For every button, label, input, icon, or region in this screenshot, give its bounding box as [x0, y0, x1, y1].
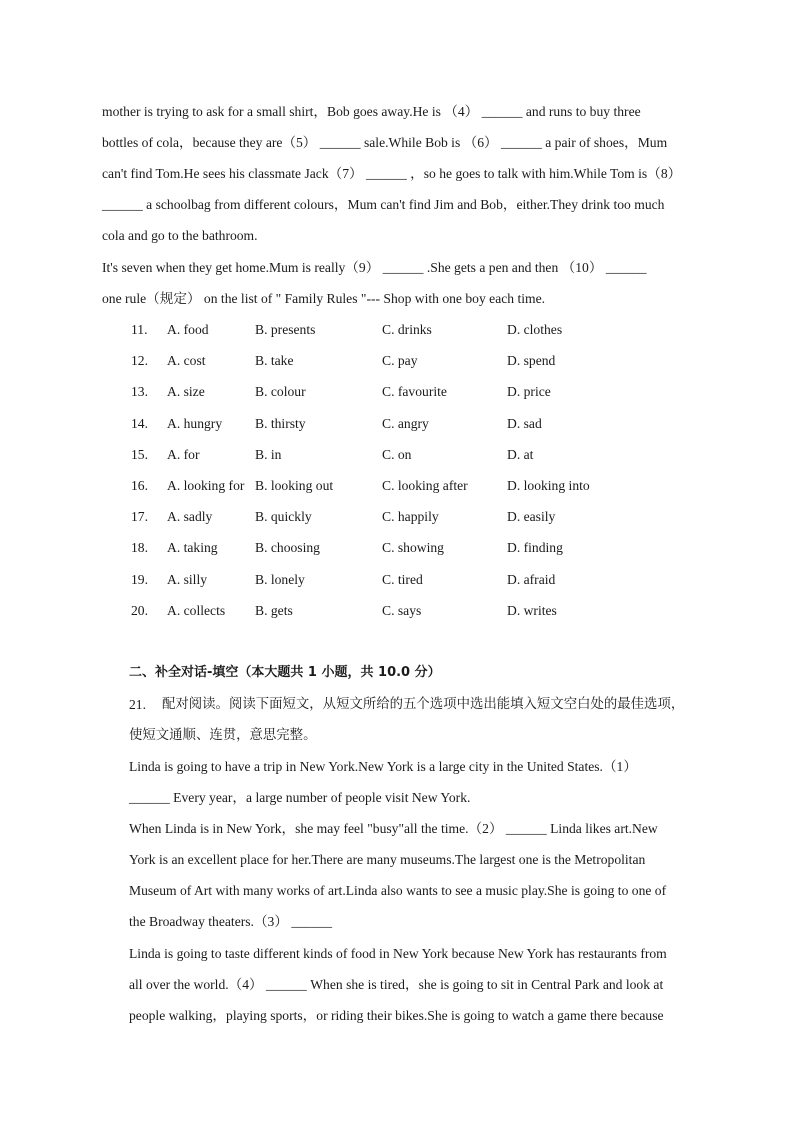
passage-line: Museum of Art with many works of art.Linda also wants to see a music play.She is going to one of — [129, 883, 667, 898]
option-row — [0, 383, 794, 401]
option-c: C. angry — [382, 416, 429, 431]
section-heading: 二、补全对话-填空（本大题共 1 小题，共 10.0 分） — [129, 665, 441, 680]
option-b: B. quickly — [255, 509, 312, 524]
option-b: B. lonely — [255, 572, 305, 587]
option-c: C. drinks — [382, 322, 432, 337]
passage-line: Linda is going to taste different kinds of food in New York because New York has restaurants from — [129, 946, 667, 961]
option-row — [0, 415, 794, 433]
passage-line: the Broadway theaters.（3） ______ — [129, 914, 333, 929]
option-a: A. collects — [167, 603, 226, 618]
passage-line: mother is trying to ask for a small shirt，Bob goes away.He is （4） ______ and runs to buy three — [102, 104, 641, 119]
option-b: B. colour — [255, 384, 306, 399]
option-a: A. hungry — [167, 416, 223, 431]
option-b: B. take — [255, 353, 294, 368]
question-number: 20. — [131, 603, 148, 618]
option-d: D. finding — [507, 540, 563, 555]
option-b: B. thirsty — [255, 416, 306, 431]
option-a: A. for — [167, 447, 200, 462]
option-d: D. afraid — [507, 572, 556, 587]
option-d: D. clothes — [507, 322, 563, 337]
question-number: 19. — [131, 572, 148, 587]
passage-line: York is an excellent place for her.There are many museums.The largest one is the Metropolitan — [129, 852, 646, 867]
option-row — [0, 571, 794, 589]
question-number: 13. — [131, 384, 148, 399]
option-row — [0, 539, 794, 557]
option-d: D. sad — [507, 416, 542, 431]
option-d: D. easily — [507, 509, 556, 524]
option-b: B. choosing — [255, 540, 320, 555]
option-c: C. pay — [382, 353, 418, 368]
option-a: A. size — [167, 384, 205, 399]
option-row — [0, 446, 794, 464]
option-row — [0, 477, 794, 495]
option-c: C. showing — [382, 540, 444, 555]
option-d: D. at — [507, 447, 534, 462]
passage-line: people walking，playing sports，or riding their bikes.She is going to watch a game there because — [129, 1008, 664, 1023]
option-b: B. in — [255, 447, 282, 462]
option-c: C. favourite — [382, 384, 447, 399]
passage-line: bottles of cola，because they are（5） ______ sale.While Bob is （6） ______ a pair of shoes，Mum — [102, 135, 668, 150]
option-c: C. tired — [382, 572, 423, 587]
option-a: A. food — [167, 322, 209, 337]
option-c: C. looking after — [382, 478, 468, 493]
option-a: A. looking for — [167, 478, 245, 493]
passage-line: one rule（规定） on the list of " Family Rules "--- Shop with one boy each time. — [102, 291, 546, 306]
option-a: A. taking — [167, 540, 218, 555]
passage-line: can't find Tom.He sees his classmate Jack（7） ______ ，so he goes to talk with him.While Tom is（8） — [102, 166, 682, 181]
option-d: D. looking into — [507, 478, 590, 493]
question-number: 11. — [131, 322, 148, 337]
option-d: D. writes — [507, 603, 557, 618]
option-d: D. spend — [507, 353, 556, 368]
option-c: C. on — [382, 447, 412, 462]
question-number: 18. — [131, 540, 148, 555]
passage-line: all over the world.（4） ______ When she is tired，she is going to sit in Central Park and look at — [129, 977, 664, 992]
question-21-instruction: 配对阅读。阅读下面短文，从短文所给的五个选项中选出能填入短文空白处的最佳选项， — [162, 697, 685, 712]
option-b: B. gets — [255, 603, 293, 618]
question-number: 14. — [131, 416, 148, 431]
passage-line: cola and go to the bathroom. — [102, 228, 258, 243]
option-b: B. presents — [255, 322, 316, 337]
question-number: 15. — [131, 447, 148, 462]
option-row — [0, 352, 794, 370]
option-d: D. price — [507, 384, 551, 399]
option-row — [0, 508, 794, 526]
question-21-instruction-cont: 使短文通顺、连贯，意思完整。 — [129, 728, 317, 743]
option-a: A. silly — [167, 572, 208, 587]
passage-line: ______ a schoolbag from different colours，Mum can't find Jim and Bob，either.They drink too much — [102, 197, 665, 212]
question-number: 16. — [131, 478, 148, 493]
question-number: 17. — [131, 509, 148, 524]
question-21-number: 21. — [129, 697, 146, 712]
passage-line: When Linda is in New York，she may feel "busy"all the time.（2） ______ Linda likes art.New — [129, 821, 658, 836]
passage-line: ______ Every year，a large number of people visit New York. — [129, 790, 471, 805]
option-c: C. says — [382, 603, 422, 618]
option-row — [0, 602, 794, 620]
option-row — [0, 321, 794, 339]
option-a: A. cost — [167, 353, 206, 368]
passage-line: Linda is going to have a trip in New York.New York is a large city in the United States.（1） — [129, 759, 637, 774]
question-number: 12. — [131, 353, 148, 368]
option-b: B. looking out — [255, 478, 334, 493]
option-c: C. happily — [382, 509, 439, 524]
option-a: A. sadly — [167, 509, 213, 524]
passage-line: It's seven when they get home.Mum is really（9） ______ .She gets a pen and then （10） ______ — [102, 260, 647, 275]
